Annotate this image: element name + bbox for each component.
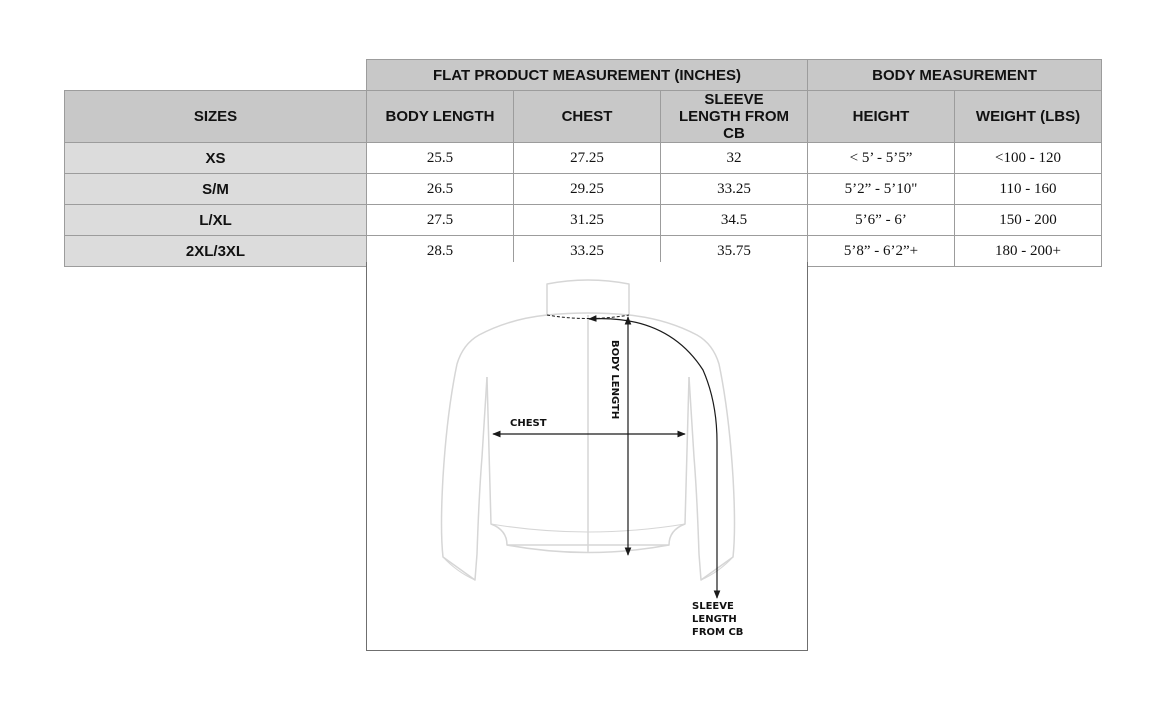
col-header-weight: WEIGHT (LBS) bbox=[955, 91, 1102, 143]
table-row bbox=[65, 174, 1102, 205]
col-header-chest: CHEST bbox=[514, 91, 661, 143]
sleeve-cell: 34.5 bbox=[661, 205, 808, 236]
chest-cell: 29.25 bbox=[514, 174, 661, 205]
body-measurement-header: BODY MEASUREMENT bbox=[808, 60, 1102, 91]
body-length-cell: 28.5 bbox=[367, 236, 514, 267]
chest-label: CHEST bbox=[510, 418, 547, 429]
col-header-height: HEIGHT bbox=[808, 91, 955, 143]
size-cell: S/M bbox=[65, 174, 367, 205]
height-cell: 5’8” - 6’2”+ bbox=[808, 236, 955, 267]
weight-cell: 110 - 160 bbox=[955, 174, 1102, 205]
size-chart-table bbox=[64, 59, 1102, 267]
sleeve-length-label: SLEEVE LENGTH FROM CB bbox=[692, 601, 744, 638]
size-cell: XS bbox=[65, 143, 367, 174]
col-header-sleeve-length: SLEEVE LENGTH FROM CB bbox=[661, 91, 808, 143]
sleeve-cell: 35.75 bbox=[661, 236, 808, 267]
weight-cell: 150 - 200 bbox=[955, 205, 1102, 236]
body-length-cell: 27.5 bbox=[367, 205, 514, 236]
height-cell: 5’2” - 5’10" bbox=[808, 174, 955, 205]
group-header-row bbox=[65, 60, 1102, 91]
weight-cell: <100 - 120 bbox=[955, 143, 1102, 174]
chest-cell: 33.25 bbox=[514, 236, 661, 267]
table-row bbox=[65, 143, 1102, 174]
chest-cell: 27.25 bbox=[514, 143, 661, 174]
column-header-row bbox=[65, 91, 1102, 143]
height-cell: 5’6” - 6’ bbox=[808, 205, 955, 236]
size-cell: L/XL bbox=[65, 205, 367, 236]
body-length-cell: 26.5 bbox=[367, 174, 514, 205]
col-header-sizes: SIZES bbox=[65, 91, 367, 143]
col-header-body-length: BODY LENGTH bbox=[367, 91, 514, 143]
jacket-diagram-svg bbox=[367, 262, 807, 650]
height-cell: < 5’ - 5’5” bbox=[808, 143, 955, 174]
table-row bbox=[65, 205, 1102, 236]
size-cell: 2XL/3XL bbox=[65, 236, 367, 267]
sleeve-cell: 32 bbox=[661, 143, 808, 174]
measurement-diagram bbox=[366, 262, 808, 651]
flat-measurement-header: FLAT PRODUCT MEASUREMENT (INCHES) bbox=[367, 60, 808, 91]
weight-cell: 180 - 200+ bbox=[955, 236, 1102, 267]
body-length-label: BODY LENGTH bbox=[609, 340, 620, 420]
body-length-cell: 25.5 bbox=[367, 143, 514, 174]
chest-cell: 31.25 bbox=[514, 205, 661, 236]
jacket-outline bbox=[442, 280, 735, 580]
blank-corner bbox=[65, 60, 367, 91]
sleeve-cell: 33.25 bbox=[661, 174, 808, 205]
